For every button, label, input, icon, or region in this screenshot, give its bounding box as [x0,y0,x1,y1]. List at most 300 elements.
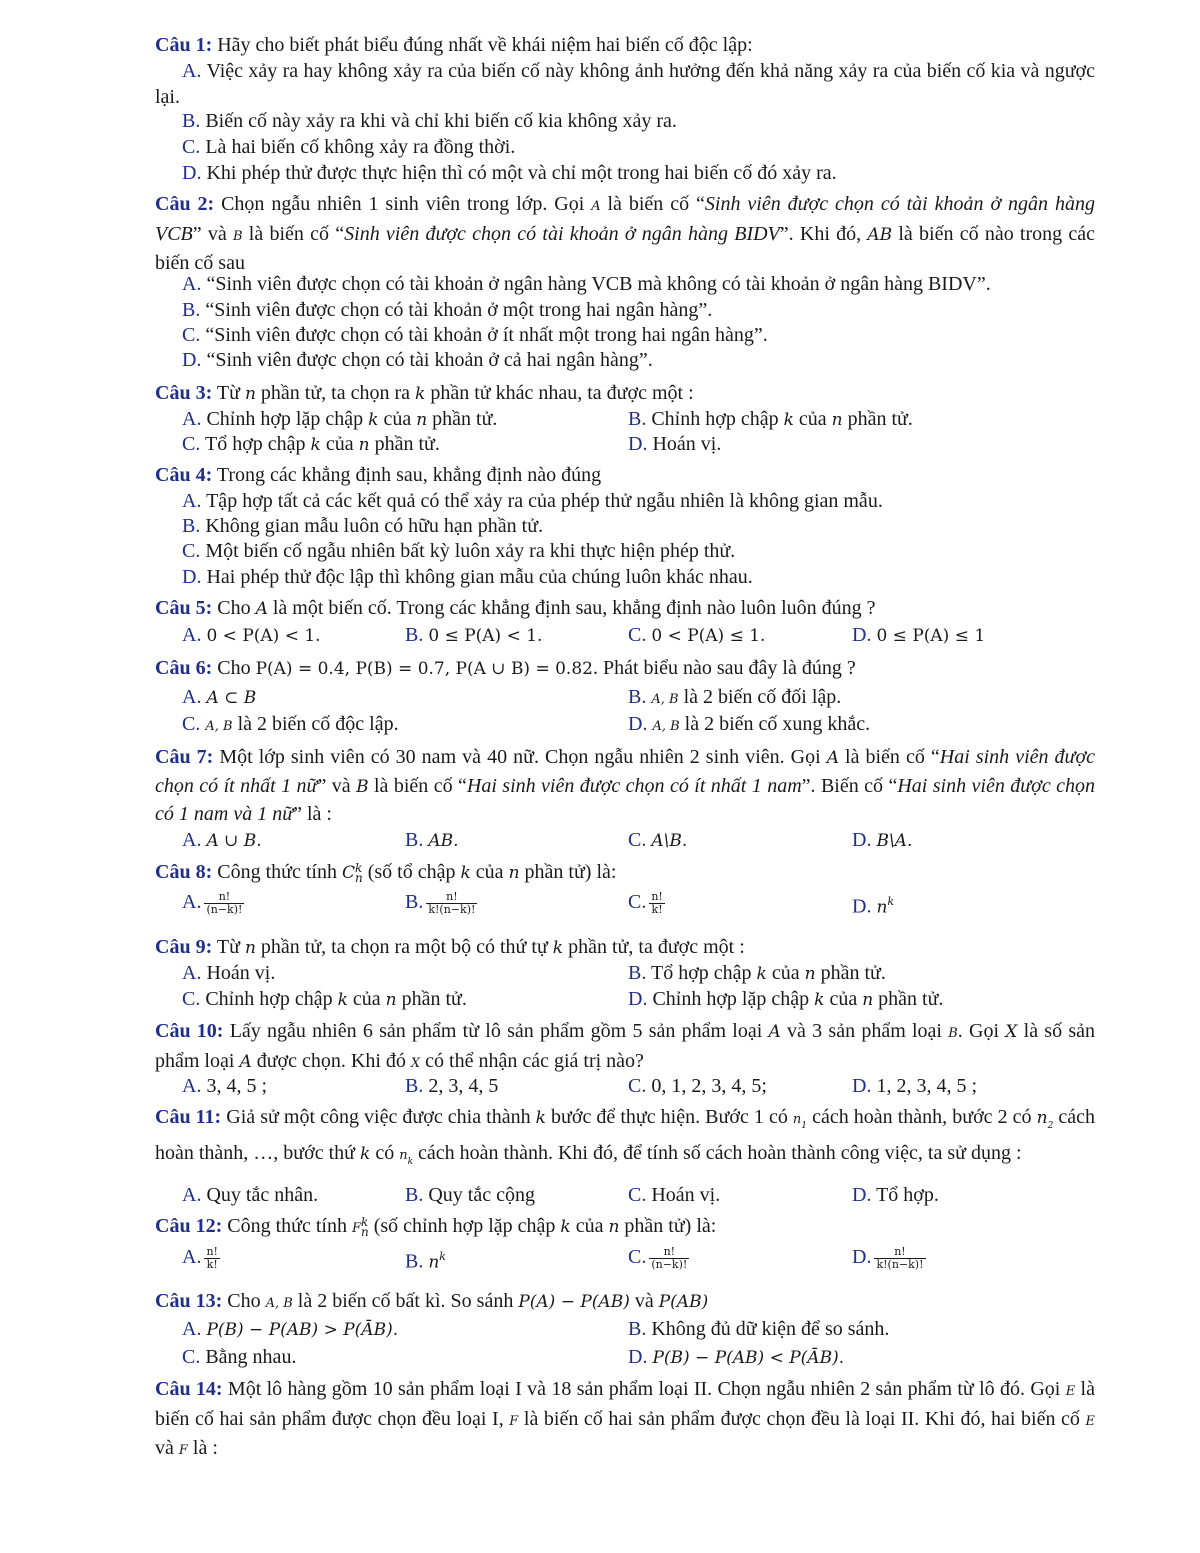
denominator: k! [204,1258,220,1271]
option-text: “Sinh viên được chọn có tài khoản ở cả hai ngân hàng”. [206,349,653,371]
question-text: Trong các khẳng định sau, khẳng định nào đúng [212,464,602,486]
fraction [649,1246,689,1271]
option-d [852,889,894,921]
numerator: n! [651,889,663,903]
question-text: Sinh viên được chọn có tài khoản ở ngân hàng VCB [155,193,1095,245]
question-text: Hai sinh viên được chọn có ít nhất 1 nữ [155,746,1096,797]
option-d [182,160,1096,186]
option-c [628,1073,767,1099]
option-math: A\B. [651,831,688,851]
question-text: . Gọi [957,1020,1006,1042]
math-var: n [508,863,520,883]
option-b [628,960,886,987]
question-text: Từ [212,382,245,404]
option-letter: C. [628,891,647,913]
option-letter: A. [182,624,202,646]
fraction [874,1246,925,1271]
math-var: B [356,776,369,797]
math-var: k [535,1108,546,1128]
math-var: A [826,748,839,768]
option-letter: C. [182,324,201,346]
option-c [182,1344,296,1370]
option-c [182,134,1096,160]
option-letter: C. [628,1075,647,1097]
math-var: n [416,410,428,430]
option-d [628,431,721,457]
option-c [628,827,687,854]
question-8 [155,859,1095,887]
option-c [182,711,399,740]
option-letter: D. [852,1184,872,1206]
question-text: phần tử, ta chọn ra một bộ có thứ tự [255,936,553,958]
option-letter: A. [182,686,202,708]
option-a [182,1244,220,1271]
option-letter: C. [182,136,201,158]
option-text: phần tử. [369,433,440,455]
question-text: phần tử) là: [519,861,617,883]
question-1 [155,32,1095,59]
question-12 [155,1213,1095,1243]
option-b [628,684,841,713]
option-d [182,564,1096,590]
option-a [182,1182,318,1208]
question-text: có [370,1141,400,1164]
option-letter: D. [182,162,202,184]
option-text: của [766,962,805,984]
math-var: k [814,990,825,1010]
option-letter: D. [852,1246,872,1268]
question-label: Câu 8: [155,861,213,883]
option-letter: C. [628,1184,647,1206]
denominator: k! [649,903,665,916]
option-letter: D. [852,1075,872,1097]
option-letter: C. [182,1346,201,1368]
option-b [405,1073,498,1099]
option-letter: B. [405,1250,424,1273]
sub-sup [354,861,363,886]
superscript: k [439,1250,446,1263]
option-letter: C. [182,433,201,455]
option-letter: D. [182,349,202,371]
question-7 [155,744,1095,829]
question-14 [155,1376,1095,1465]
question-text: là biến cố hai sản phẩm được chọn đều là loại II. Khi đó, hai biến cố [518,1407,1086,1430]
question-text: Cho [212,597,256,619]
subscript: 2 [1047,1121,1054,1131]
option-text: phần tử. [842,408,913,430]
math-var: F [178,1443,188,1458]
math-var: k [415,384,426,404]
fraction [426,891,477,916]
option-b [405,1244,446,1276]
numerator: n! [663,1244,676,1258]
question-text: Lấy ngẫu nhiên 6 sản phẩm từ lô sản phẩm gồm 5 sản phẩm loại [223,1020,769,1042]
option-text: Một biến cố ngẫu nhiên bất kỳ luôn xảy ra khi thực hiện phép thử. [205,540,736,562]
question-text: được chọn. Khi đó [251,1049,411,1072]
option-text: Hai phép thử độc lập thì không gian mẫu của chúng luôn khác nhau. [206,566,753,588]
question-text: phần tử khác nhau, ta được một : [425,382,694,404]
question-text: là biến cố “ [242,222,345,245]
option-text: “Sinh viên được chọn có tài khoản ở ít nhất một trong hai ngân hàng”. [205,324,768,346]
option-letter: D. [852,895,872,918]
option-b [182,108,1096,134]
option-a [182,271,1096,297]
question-text: Cho [222,1290,266,1312]
math-var: n [804,964,816,984]
option-math: P(B) − P(AB) < P(ĀB). [652,1348,845,1368]
math-symbol: C [341,863,355,883]
option-letter: A. [182,490,202,512]
math-symbol: F [351,1221,361,1236]
math-var: A [239,1051,252,1072]
math-var: n [385,990,397,1010]
math-var: B [233,228,243,244]
option-text: của [824,988,863,1010]
question-text: và [155,1437,179,1459]
question-text: Hai sinh viên được chọn có ít nhất 1 nam [466,774,802,797]
option-a [182,960,275,986]
option-letter: D. [628,713,648,735]
math-var: A [255,599,268,619]
question-13 [155,1288,1095,1318]
option-text: Chỉnh hợp lặp chập [652,988,815,1010]
math-expression: P(AB) [658,1292,709,1312]
option-a [182,622,321,649]
option-letter: A. [182,1318,202,1340]
option-c [628,622,765,649]
option-letter: D. [628,433,648,455]
option-letter: B. [182,299,201,321]
option-letter: A. [182,1246,202,1268]
math-var: k [360,1143,371,1164]
option-b [405,827,459,854]
option-text: là 2 biến cố độc lập. [232,713,399,735]
question-text: Công thức tính [222,1215,352,1237]
question-text: phần tử, ta chọn ra [255,382,416,404]
question-text: là biến cố hai sản phẩm được chọn đều loại I, [155,1378,1095,1430]
question-6 [155,655,1095,683]
option-text: “Sinh viên được chọn có tài khoản ở ngân hàng VCB mà không có tài khoản ở ngân hàng BIDV”. [206,273,991,295]
math-var: AB [867,224,893,245]
question-3 [155,380,1095,408]
superscript: k [887,895,895,908]
option-c [182,431,440,458]
question-text: Giả sử một công việc được chia thành [221,1106,536,1128]
question-label: Câu 10: [155,1020,224,1042]
option-text: Hoán vị. [206,962,276,984]
math-var: k [310,435,321,455]
option-math: 0 < P(A) < 1. [206,626,321,646]
option-letter: A. [182,891,202,913]
option-math: A, B [651,692,679,707]
option-letter: B. [405,1075,424,1097]
sub-sup [361,1215,369,1240]
question-text: Hai sinh viên được chọn có 1 nam và 1 nữ [155,774,1095,825]
math-var: k [783,410,794,430]
option-text: phần tử. [873,988,944,1010]
question-text: cách hoàn thành, bước 2 có [807,1106,1037,1128]
option-text: Chỉnh hợp chập [651,408,784,430]
option-letter: A. [182,962,202,984]
option-text: 1, 2, 3, 4, 5 ; [876,1075,978,1097]
denominator: (n−k)! [651,1257,688,1271]
question-text: là số sản phẩm loại [155,1020,1095,1072]
option-b [182,513,1096,539]
question-text: và [629,1290,659,1312]
question-label: Câu 12: [155,1215,223,1237]
subscript: n [354,871,363,886]
math-var: n [608,1217,620,1237]
option-letter: A. [182,1075,202,1097]
option-text: Tổ hợp chập [204,433,311,455]
option-d [852,1182,939,1208]
option-letter: B. [628,962,647,984]
math-var: k [560,1217,571,1237]
math-var: k [552,938,564,958]
option-text: Tập hợp tất cả các kết quả có thể xảy ra của phép thử ngẫu nhiên là không gian mẫu. [206,490,883,512]
question-text: của [470,861,509,883]
option-text: của [320,433,359,455]
option-math: A, B [205,719,233,734]
option-text: của [793,408,832,430]
denominator: k!(n−k)! [428,902,476,916]
option-text: của [347,988,386,1010]
option-text: Khi phép thử được thực hiện thì có một và chỉ một trong hai biến cố đó xảy ra. [206,162,837,184]
option-text: Hoán vị. [652,433,722,455]
option-letter: C. [628,1246,647,1268]
option-letter: B. [628,408,647,430]
math-var: B [948,1026,958,1041]
question-text: cách hoàn thành, …, bước thứ [155,1106,1095,1164]
question-label: Câu 13: [155,1290,223,1312]
question-label: Câu 1: [155,34,213,56]
option-d [852,1073,977,1099]
question-text: phần tử) là: [619,1215,717,1237]
fraction [204,1246,220,1271]
option-text: Không đủ dữ kiện để so sánh. [651,1318,890,1340]
question-text: . Phát biểu nào sau đây là đúng ? [592,657,856,679]
option-math: AB. [428,831,459,851]
option-letter: C. [182,988,201,1010]
question-text: cách hoàn thành. Khi đó, để tính số cách hoàn thành công việc, ta sử dụng : [413,1141,1022,1164]
math-var: n [792,1112,802,1127]
question-text: là biến cố “ [838,746,940,768]
question-text: ” và [317,774,357,797]
option-text: “Sinh viên được chọn có tài khoản ở một trong hai ngân hàng”. [205,299,713,321]
question-text: bước để thực hiện. Bước 1 có [545,1106,793,1128]
option-text: 3, 4, 5 ; [206,1075,268,1097]
option-d [628,986,943,1013]
option-b [182,297,1096,323]
option-math: 0 < P(A) ≤ 1. [651,626,766,646]
option-b [405,1182,535,1208]
math-var: A [591,199,601,214]
question-text: là 2 biến cố bất kì. So sánh [292,1290,519,1312]
option-math: A, B [652,719,680,734]
math-var: n [399,1147,408,1163]
fraction [649,891,665,916]
option-a [155,58,1095,110]
option-c [182,538,1096,564]
option-d [182,347,1096,373]
question-text: là biến cố “ [600,193,705,215]
question-text: có thể nhận các giá trị nào? [420,1049,644,1072]
math-expression: P(A) − P(AB) [518,1292,630,1312]
question-text: Một lớp sinh viên có 30 nam và 40 nữ. Chọn ngẫu nhiên 2 sinh viên. Gọi [213,746,827,768]
option-text: của [378,408,417,430]
option-d [628,711,870,740]
math-var: A [768,1022,781,1042]
option-a [182,684,256,711]
question-label: Câu 5: [155,597,213,619]
math-expression: A, B [265,1296,293,1311]
question-label: Câu 6: [155,657,213,679]
option-b [405,622,542,649]
option-c [628,1244,689,1271]
option-d [852,827,912,854]
option-text: Quy tắc cộng [428,1184,535,1206]
option-a [182,488,1096,514]
question-11 [155,1104,1095,1175]
math-var: n [358,435,370,455]
question-text: của [570,1215,609,1237]
math-var: X [410,1055,421,1071]
option-text: Không gian mẫu luôn có hữu hạn phần tử. [205,515,544,537]
option-text: Biến cố này xảy ra khi và chỉ khi biến cố kia không xảy ra. [205,110,677,132]
question-text: Từ [212,936,245,958]
option-letter: B. [628,1318,647,1340]
option-letter: A. [182,273,202,295]
question-text: Sinh viên được chọn có tài khoản ở ngân hàng BIDV [344,222,780,245]
option-math: A ⊂ B [206,688,257,708]
option-b [405,889,477,916]
option-letter: B. [405,891,424,913]
option-letter: A. [182,829,202,851]
option-letter: C. [182,713,201,735]
option-d [628,1344,844,1371]
option-letter: B. [405,829,424,851]
option-a [182,406,497,433]
math-var: n [244,938,256,958]
option-text: Là hai biến cố không xảy ra đồng thời. [205,136,516,158]
option-a [182,889,244,916]
option-text: Quy tắc nhân. [206,1184,319,1206]
option-text: phần tử. [815,962,886,984]
question-10 [155,1018,1095,1077]
question-label: Câu 11: [155,1106,222,1128]
math-var: E [1085,1413,1095,1429]
option-text: Tổ hợp. [876,1184,939,1206]
option-letter: D. [628,1346,648,1368]
question-text: (số chỉnh hợp lặp chập [368,1215,561,1237]
option-text: Việc xảy ra hay không xảy ra của biến cố này không ảnh hưởng đến khả năng xảy ra của biến cố kia và ngược lại. [155,60,1095,108]
option-math: 0 ≤ P(A) ≤ 1 [876,626,986,646]
option-letter: D. [852,829,872,851]
option-letter: A. [182,60,202,82]
option-c [182,986,467,1013]
option-b [628,1316,889,1342]
option-math: P(B) − P(AB) > P(ĀB). [206,1320,399,1340]
question-label: Câu 14: [155,1378,223,1400]
math-expression: P(A) = 0.4, P(B) = 0.7, P(A ∪ B) = 0.82 [255,659,593,679]
math-var: k [368,410,379,430]
option-text: 2, 3, 4, 5 [428,1075,499,1097]
question-text: Chọn ngẫu nhiên 1 sinh viên trong lớp. Gọi [214,193,592,215]
math-var: k [756,964,767,984]
option-a [182,827,262,854]
numerator: n! [206,1244,218,1258]
option-letter: D. [628,988,648,1010]
math-var: k [337,990,348,1010]
question-text: ” và [192,222,234,245]
numerator: n! [218,889,231,903]
option-d [852,622,985,649]
subscript: n [361,1225,369,1240]
math-var: n [862,990,874,1010]
question-label: Câu 9: [155,936,213,958]
question-text: Hãy cho biết phát biểu đúng nhất về khái niệm hai biến cố độc lập: [212,34,753,56]
option-text: Hoán vị. [651,1184,721,1206]
question-label: Câu 7: [155,746,214,768]
option-letter: C. [182,540,201,562]
question-text: là biến cố “ [368,774,467,797]
option-letter: B. [405,1184,424,1206]
denominator: k!(n−k)! [876,1257,924,1271]
option-math: A ∪ B. [206,831,262,851]
math-var: k [460,863,471,883]
math-var: n [244,384,256,404]
option-b [628,406,913,433]
question-label: Câu 2: [155,193,215,215]
option-c [628,1182,720,1208]
option-letter: B. [182,110,201,132]
option-letter: B. [182,515,201,537]
question-text: (số tổ chập [362,861,461,883]
question-text: Công thức tính [212,861,342,883]
option-math: 0 ≤ P(A) < 1. [428,626,543,646]
option-letter: B. [628,686,647,708]
option-c [628,889,665,916]
question-text: là : [187,1437,218,1459]
option-c [182,322,1096,348]
option-text: Bằng nhau. [205,1346,297,1368]
question-4 [155,462,1095,489]
subscript: 1 [801,1121,808,1131]
option-text: là 2 biến cố đối lập. [678,686,842,708]
math-var: E [1065,1384,1076,1399]
option-a [182,1316,398,1343]
math-var: n [831,410,843,430]
question-text: ”. Khi đó, [779,222,868,245]
option-letter: C. [628,624,647,646]
fraction [204,891,244,916]
option-text: Chỉnh hợp lặp chập [206,408,369,430]
option-a [182,1073,267,1099]
question-5 [155,595,1095,623]
option-letter: A. [182,1184,202,1206]
option-letter: D. [852,624,872,646]
option-math: B\A. [876,831,913,851]
math-var: F [509,1413,519,1429]
superscript: k [354,861,363,876]
question-2 [155,191,1095,277]
denominator: (n−k)! [206,902,243,916]
question-text: là biến cố nào trong các biến cố sau [155,222,1096,274]
question-label: Câu 4: [155,464,213,486]
numerator: n! [894,1244,906,1258]
question-text: và 3 sản phẩm loại [780,1020,949,1042]
option-text: 0, 1, 2, 3, 4, 5; [651,1075,767,1097]
